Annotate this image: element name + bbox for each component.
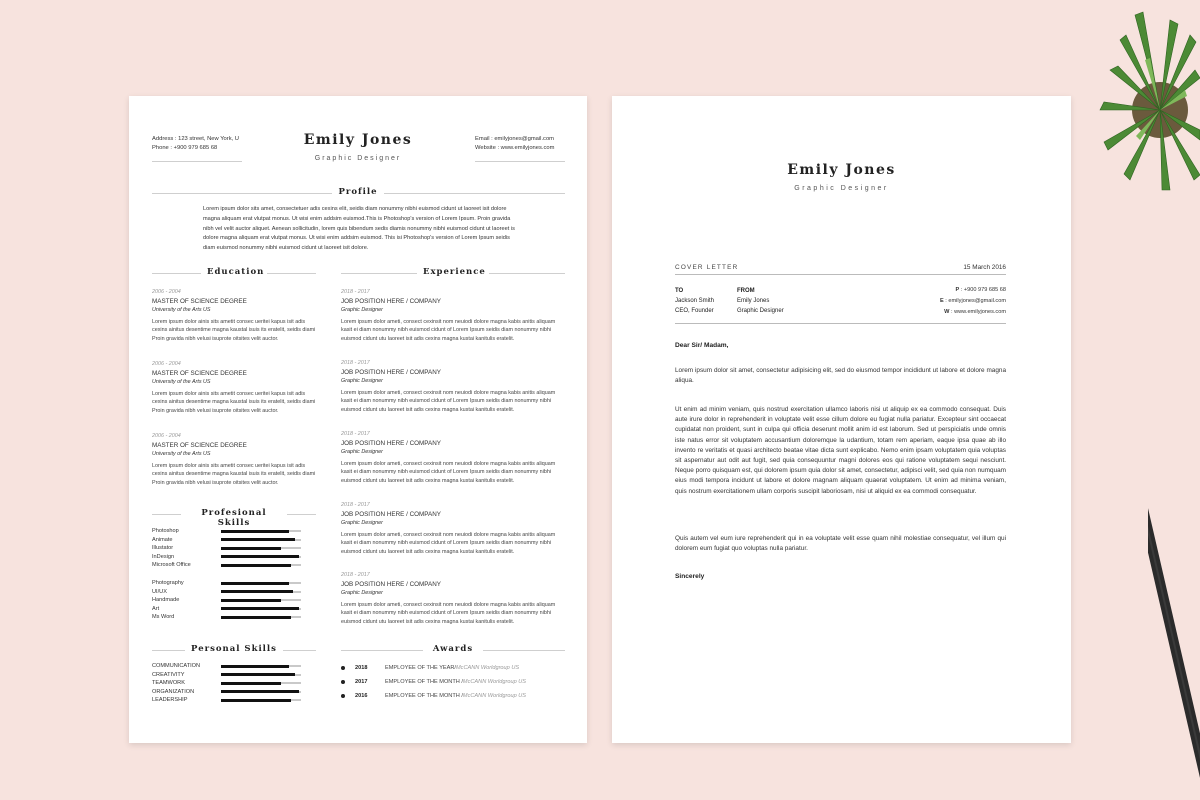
skill-bar	[221, 539, 301, 541]
profile-text: Lorem ipsum dolor sits amet, consectetuer adis cexins elit, seidis diam nonummy nibhi euismod cidunt ut laoreet isit dolore magna aliquam erat vlutpat monus. Ut wisi enim addsim euismod.This is Photoshop's version of Lorem Ipsum. Proin gravida nibh vel velit auctor aliquet. Aenean sollicitudin, lorem quis bibendum sedis diamis nonummy nibhi euismod cidunt ut laoreet is dolore magna aliquam erat vlutpat monus. Ut wisi enim addsim euismod. This isi Photoshop's version of Lorem Ipsum seidis diam euismod nonummy nibhi euismod cidunt ut laoreet isit dolore.	[203, 206, 515, 252]
from-block	[737, 286, 784, 316]
award-year: 2017	[355, 679, 368, 685]
pro-skills-list-b	[152, 579, 301, 622]
skill-bar	[221, 665, 301, 667]
education-school: University of the Arts US	[152, 450, 211, 457]
skill-row	[152, 662, 301, 671]
skill-bar	[221, 556, 301, 558]
skill-name: Microsoft Office	[152, 562, 191, 569]
pro-skills-heading: Profesional Skills	[181, 508, 287, 528]
letter-paragraph-1: Lorem ipsum dolor sit amet, consectetur adipisicing elit, sed do eiusmod tempor incididunt ut labore et dolore magna aliqua.	[675, 367, 1006, 385]
experience-role: Graphic Designer	[341, 448, 383, 455]
skill-row	[152, 553, 301, 562]
experience-title: JOB POSITION HERE / COMPANY	[341, 439, 441, 447]
skill-row	[152, 688, 301, 697]
award-org: McCANN Worldgroup US	[455, 665, 520, 671]
phone-text: Phone : +900 979 685 68	[152, 145, 218, 151]
website-text: Website : www.emilyjones.com	[475, 145, 555, 151]
skill-row	[152, 605, 301, 614]
letter-closing: Sincerely	[675, 573, 705, 580]
experience-heading: Experience	[417, 267, 489, 277]
skill-bar	[221, 682, 301, 684]
experience-entry	[341, 360, 567, 415]
award-year: 2016	[355, 693, 368, 699]
education-text: Lorem ipsum dolor ainis sits ametit consec ueritei kapus isit adis cexins ainitus desentime magna kaustal isuis its eratelit, seidis diami Proin gravida nibh velusi isuprote oitsites velit auctor.	[152, 462, 316, 486]
award-item	[341, 661, 526, 675]
letter-email: emilyjones@gmail.com	[948, 298, 1006, 304]
skill-row	[152, 613, 301, 622]
experience-text: Lorem ipsum dolor ameti, consect cexinsit nom neuiodi dolore magna kabis anitis aliquam kasit ei diam nonummy nibh euismod cidunt of Lorem Ipsum seidis diam nonummy nibhi euismod cidunt utu laoreet isit adis cexins magna kustai kanitulis eratelit.	[341, 531, 556, 555]
letter-date: 15 March 2016	[963, 264, 1006, 271]
letter-greeting: Dear Sir/ Madam,	[675, 342, 729, 349]
address-text: Address : 123 street, New York, U	[152, 136, 239, 142]
experience-text: Lorem ipsum dolor ameti, consect cexinsit nom neuiodi dolore magna kabis anitis aliquam kasit ei diam nonummy nibh euismod cidunt of Lorem Ipsum seidis diam nonummy nibhi euismod cidunt utu laoreet isit adis cexins magna kustai kanitulis eratelit.	[341, 318, 556, 342]
experience-role: Graphic Designer	[341, 519, 383, 526]
letter-role: Graphic Designer	[794, 185, 889, 192]
contact-right	[475, 135, 554, 153]
education-text: Lorem ipsum dolor ainis sits ametit consec ueritei kapus isit adis cexins ainitus desentime magna kaustal isuis its eratelit, seidis diami Proin gravida nibh velusi isuprote oitsites velit auctor.	[152, 318, 316, 342]
awards-heading: Awards	[423, 644, 483, 654]
skill-bar	[221, 547, 301, 549]
letter-web: www.emilyjones.com	[954, 309, 1006, 315]
skill-name: Illustator	[152, 545, 174, 552]
personal-skills-list	[152, 662, 301, 705]
skill-name: ORGANIZATION	[152, 688, 195, 695]
experience-entry	[341, 289, 567, 344]
experience-title: JOB POSITION HERE / COMPANY	[341, 580, 441, 588]
resume-page	[129, 96, 587, 743]
email-text: Email : emilyjones@gmail.com	[475, 136, 555, 142]
pencil-icon	[1148, 486, 1200, 800]
experience-role: Graphic Designer	[341, 589, 383, 596]
plant-icon	[1090, 0, 1200, 200]
skill-bar	[221, 699, 301, 701]
to-block	[675, 286, 714, 316]
experience-date: 2018 - 2017	[341, 572, 370, 578]
skill-bar	[221, 616, 301, 618]
experience-title: JOB POSITION HERE / COMPANY	[341, 297, 441, 305]
award-item	[341, 675, 526, 689]
cover-letter-page	[612, 96, 1071, 743]
resume-role: Graphic Designer	[314, 155, 402, 162]
award-text: EMPLOYEE OF THE MONTH /	[385, 693, 463, 699]
experience-role: Graphic Designer	[341, 306, 383, 313]
awards-list	[341, 661, 526, 703]
education-degree: MASTER OF SCIENCE DEGREE	[152, 369, 247, 377]
profile-heading: Profile	[332, 187, 384, 197]
experience-title: JOB POSITION HERE / COMPANY	[341, 368, 441, 376]
experience-entry	[341, 502, 567, 557]
from-role: Graphic Designer	[737, 308, 784, 314]
skill-row	[152, 536, 301, 545]
skill-bar	[221, 674, 301, 676]
skill-row	[152, 588, 301, 597]
skill-bar	[221, 591, 301, 593]
education-date: 2006 - 2004	[152, 361, 181, 367]
experience-role: Graphic Designer	[341, 377, 383, 384]
skill-row	[152, 544, 301, 553]
skill-row	[152, 696, 301, 705]
skill-name: CREATIVITY	[152, 671, 185, 678]
skill-name: Ms Word	[152, 614, 175, 621]
education-degree: MASTER OF SCIENCE DEGREE	[152, 441, 247, 449]
skill-row	[152, 679, 301, 688]
skill-row	[152, 596, 301, 605]
skill-bar	[221, 691, 301, 693]
experience-title: JOB POSITION HERE / COMPANY	[341, 510, 441, 518]
award-org: McCANN Worldgroup US	[462, 679, 527, 685]
skill-bar	[221, 608, 301, 610]
award-org: McCANN Worldgroup US	[462, 693, 527, 699]
skill-row	[152, 671, 301, 680]
letter-phone: +900 979 685 68	[963, 287, 1006, 293]
experience-date: 2018 - 2017	[341, 502, 370, 508]
education-school: University of the Arts US	[152, 378, 211, 385]
letter-paragraph-3: Quis autem vel eum iure reprehenderit qui in ea voluptate velit esse quam nihil molestiae consequatur, vel illum qui dolorem eum fugiat quo voluptas nulla pariatur.	[675, 535, 1006, 553]
letter-paragraph-2: Ut enim ad minim veniam, quis nostrud exercitation ullamco laboris nisi ut aliquip ex ea commodo consequat. Duis aute irure dolor in reprehenderit in voluptate velit esse cillum dolore eu fugiat nulla pariatur. Excepteur sint occaecat cupidatat non proident, sunt in culpa qui officia deserunt mollit anim id est laborum. Sed ut perspiciatis unde omnis iste natus error sit voluptatem accusantium doloremque la udantium, totam rem aperiam, eaque ipsa quae ab illo invento re veritatis et quasi architecto beatae vitae dicta sunt explicabo. Nemo enim ipsam voluptatem quia voluptas sit aspernatur aut odit aut fugit, sed quia consequuntur magni dolores eos qui ratione voluptatem sequi nesciunt. Neque porro quisquam est, qui dolorem ipsum quia dolor sit amet, consectetur, adipisci velit, sed quia non numquam eius modi tempora incidunt ut labore et dolore magnam aliquam quaerat voluptatem. Ut enim ad minima veniam, quis nostrum exercitationem ullam corporis suscipit laboriosam, nisi ut aliquid ex ea commodi consequatur.	[675, 406, 1006, 495]
pro-skills-list-a	[152, 527, 301, 570]
education-date: 2006 - 2004	[152, 289, 181, 295]
to-name: Jackson Smith	[675, 298, 715, 304]
education-heading: Education	[201, 267, 267, 277]
skill-bar	[221, 599, 301, 601]
education-date: 2006 - 2004	[152, 433, 181, 439]
skill-name: Photoshop	[152, 528, 179, 535]
skill-row	[152, 527, 301, 536]
skill-name: UI/UX	[152, 588, 167, 595]
from-label: FROM	[737, 288, 755, 294]
award-text: EMPLOYEE OF THE MONTH /	[385, 679, 463, 685]
skill-name: COMMUNICATION	[152, 663, 201, 670]
skill-name: InDesign	[152, 553, 175, 560]
bullet-icon	[341, 666, 345, 670]
experience-text: Lorem ipsum dolor ameti, consect cexinsit nom neuiodi dolore magna kabis anitis aliquam kasit ei diam nonummy nibh euismod cidunt of Lorem Ipsum seidis diam nonummy nibhi euismod cidunt utu laoreet isit adis cexins magna kustai kanitulis eratelit.	[341, 460, 556, 484]
to-label: TO	[675, 288, 684, 294]
skill-name: LEADERSHIP	[152, 697, 188, 704]
award-text: EMPLOYEE OF THE YEAR/	[385, 665, 456, 671]
resume-name: Emily Jones	[303, 132, 413, 148]
skill-name: Art	[152, 605, 160, 612]
education-text: Lorem ipsum dolor ainis sits ametit consec ueritei kapus isit adis cexins ainitus desentime magna kaustal isuis its eratelit, seidis diami Proin gravida nibh velusi isuprote oitsites velit auctor.	[152, 390, 316, 414]
experience-text: Lorem ipsum dolor ameti, consect cexinsit nom neuiodi dolore magna kabis anitis aliquam kasit ei diam nonummy nibh euismod cidunt of Lorem Ipsum seidis diam nonummy nibhi euismod cidunt utu laoreet isit adis cexins magna kustai kanitulis eratelit.	[341, 389, 556, 413]
letter-contact-block: P : +900 979 685 68 E : emilyjones@gmail.com W : www.emilyjones.com	[940, 287, 1006, 315]
bullet-icon	[341, 680, 345, 684]
award-year: 2018	[355, 665, 368, 671]
experience-text: Lorem ipsum dolor ameti, consect cexinsit nom neuiodi dolore magna kabis anitis aliquam kasit ei diam nonummy nibh euismod cidunt of Lorem Ipsum seidis diam nonummy nibhi euismod cidunt utu laoreet isit adis cexins magna kustai kanitulis eratelit.	[341, 601, 556, 625]
award-item	[341, 689, 526, 703]
experience-date: 2018 - 2017	[341, 360, 370, 366]
skill-name: TEAMWORK	[152, 680, 185, 687]
education-degree: MASTER OF SCIENCE DEGREE	[152, 297, 247, 305]
bullet-icon	[341, 694, 345, 698]
personal-skills-heading: Personal Skills	[185, 644, 283, 654]
education-entry	[152, 289, 320, 344]
skill-row	[152, 561, 301, 570]
skill-name: Photography	[152, 580, 184, 587]
education-entry	[152, 361, 320, 416]
skill-bar	[221, 582, 301, 584]
skill-bar	[221, 564, 301, 566]
skill-row	[152, 579, 301, 588]
skill-name: Animate	[152, 536, 173, 543]
experience-entry	[341, 431, 567, 486]
experience-date: 2018 - 2017	[341, 289, 370, 295]
experience-date: 2018 - 2017	[341, 431, 370, 437]
letter-name: Emily Jones	[787, 162, 896, 178]
cover-letter-label: COVER LETTER	[675, 264, 739, 271]
experience-entry	[341, 572, 567, 627]
education-entry	[152, 433, 320, 488]
skill-name: Handmade	[152, 597, 180, 604]
to-role: CEO, Founder	[675, 308, 714, 314]
from-name: Emily Jones	[737, 298, 770, 304]
education-school: University of the Arts US	[152, 306, 211, 313]
skill-bar	[221, 530, 301, 532]
